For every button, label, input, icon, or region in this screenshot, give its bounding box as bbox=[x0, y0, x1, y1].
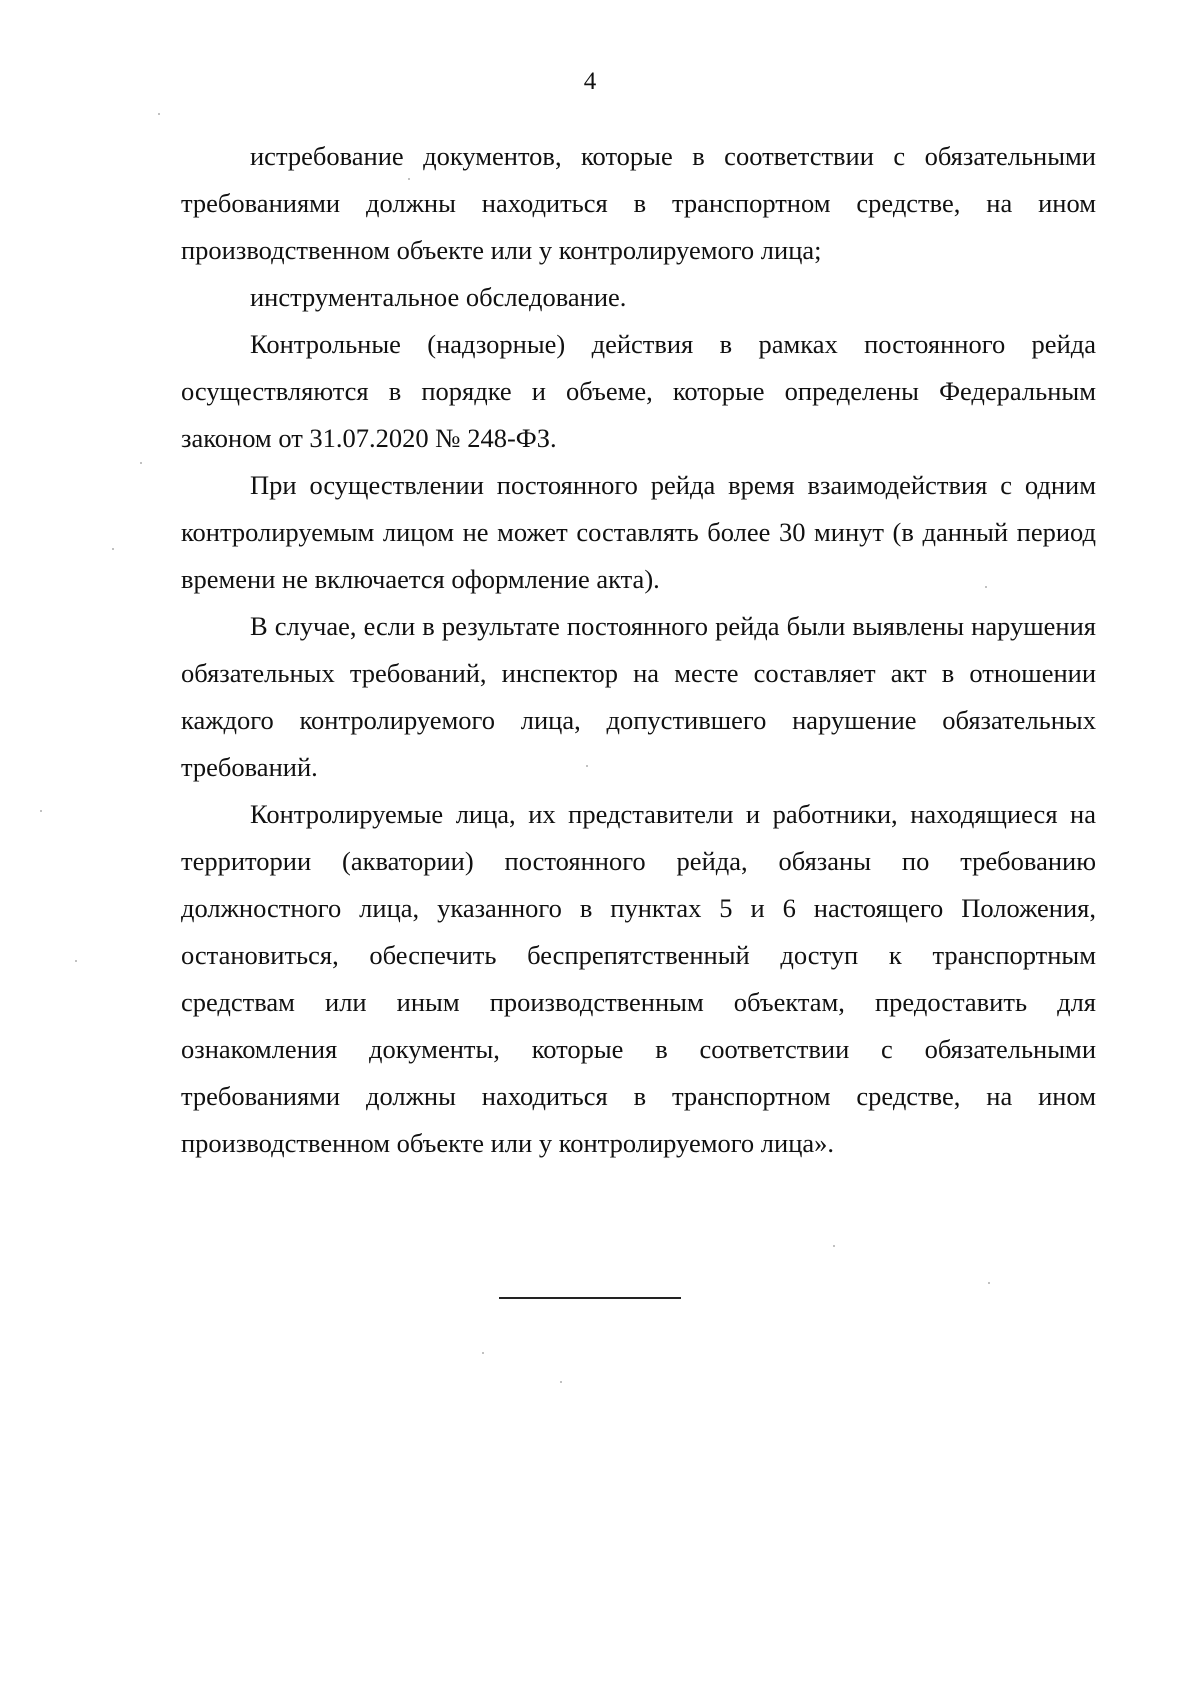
scan-speck bbox=[988, 1282, 990, 1284]
paragraph-violations-act: В случае, если в результате постоянного рейда были выявлены нарушения обязательных требований, инспектор на месте составляет акт в отношении каждого контролируемого лица, допустившего нарушение обязательных требований. bbox=[181, 611, 1096, 782]
page-number: 4 bbox=[583, 68, 597, 95]
paragraph-interaction-time: При осуществлении постоянного рейда время взаимодействия с одним контролируемым лицом не может составлять более 30 минут (в данный период времени не включается оформление акта). bbox=[181, 470, 1096, 594]
document-body bbox=[181, 133, 1096, 1167]
scan-speck bbox=[112, 548, 114, 550]
end-separator-line bbox=[499, 1297, 681, 1299]
paragraph-controlled-persons-duties: Контролируемые лица, их представители и работники, находящиеся на территории (акватории) постоянного рейда, обязаны по требованию должностного лица, указанного в пунктах 5 и 6 настоящего Положения, остановиться, обеспечить беспрепятственный доступ к транспортным средствам или иным производственным объектам, предоставить для ознакомления документы, которые в соответствии с обязательными требованиями должны находиться в транспортном средстве, на ином производственном объекте или у контролируемого лица». bbox=[181, 799, 1096, 1158]
scan-speck bbox=[985, 586, 987, 588]
scan-speck bbox=[560, 1381, 562, 1383]
scan-speck bbox=[140, 462, 142, 464]
scan-speck bbox=[75, 960, 77, 962]
scan-speck bbox=[586, 765, 588, 767]
scan-speck bbox=[158, 113, 160, 115]
paragraph-instrumental-inspection: инструментальное обследование. bbox=[250, 282, 627, 312]
scan-speck bbox=[40, 810, 42, 812]
paragraph-document-request: истребование документов, которые в соответствии с обязательными требованиями должны находиться в транспортном средстве, на ином производственном объекте или у контролируемого лица; bbox=[181, 141, 1096, 265]
scan-speck bbox=[833, 1245, 835, 1247]
scan-speck bbox=[482, 1352, 484, 1354]
scan-speck bbox=[408, 178, 410, 180]
paragraph-control-actions: Контрольные (надзорные) действия в рамках постоянного рейда осуществляются в порядке и объеме, которые определены Федеральным законом от 31.07.2020 № 248-ФЗ. bbox=[181, 329, 1096, 453]
